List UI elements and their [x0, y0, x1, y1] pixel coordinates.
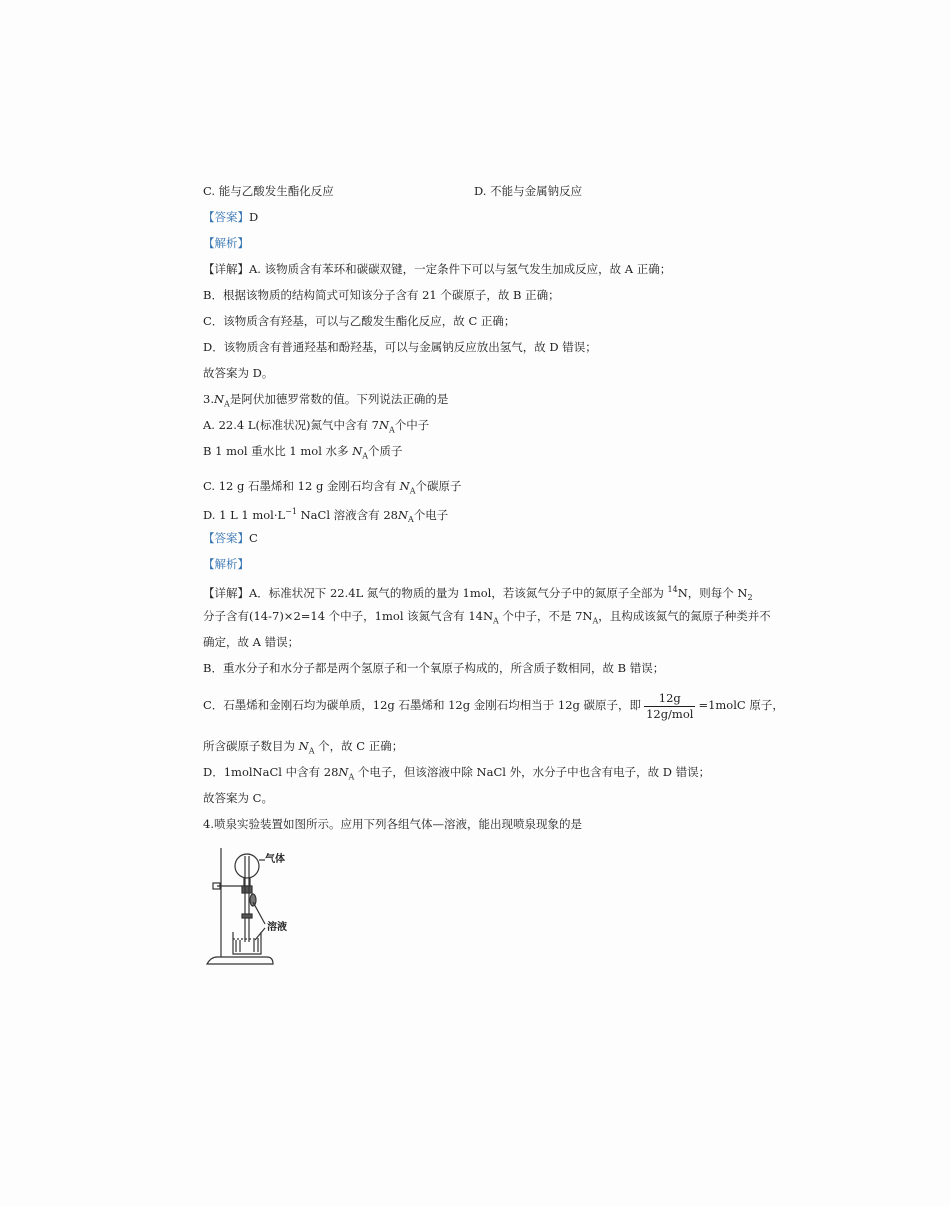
q3-option-c [203, 478, 461, 499]
q3-opt-a-tail: 个中子 [394, 418, 430, 432]
fountain-apparatus-drawing [203, 844, 313, 970]
na-subscript: A [493, 616, 499, 626]
q3-opt-d-mid: NaCl 溶液含有 28 [296, 507, 398, 522]
q4-stem: 4.喷泉实验装置如图所示。应用下列各组气体—溶液，能出现喷泉现象的是 [203, 817, 582, 831]
q3-stem [203, 391, 448, 412]
q3-dc2-text: 所含碳原子数目为 [203, 739, 299, 753]
na-subscript: A [362, 451, 369, 461]
q2-detail-d: D．该物质含有普通羟基和酚羟基，可以与金属钠反应放出氢气，故 D 错误； [203, 340, 597, 354]
q3-opt-b-tail: 个质子 [368, 444, 403, 458]
q3-da2-tail: ，且构成该氮气的氮原子种类并不 [598, 609, 771, 623]
q2-conclusion: 故答案为 D。 [203, 366, 274, 380]
detail-tag: 【详解】 [203, 262, 249, 276]
q3-detail-a-line2 [203, 608, 771, 629]
q3-detail-d [203, 764, 710, 785]
na-symbol: N [298, 739, 309, 753]
fraction [644, 691, 695, 722]
na-subscript: A [308, 746, 315, 756]
q3-detail-c-line2 [203, 738, 403, 759]
na-subscript: A [409, 486, 416, 496]
na-subscript: A [408, 515, 414, 525]
q3-detail-a-line3: 确定，故 A 错误； [203, 635, 300, 649]
fountain-apparatus-figure [203, 844, 313, 970]
q3-answer: C [249, 531, 258, 545]
na-subscript: A [224, 399, 230, 409]
solution-label: 溶液 [267, 922, 287, 933]
q3-opt-b-text: B 1 mol 重水比 1 mol 水多 [203, 444, 353, 458]
q3-opt-d-tail: 个电子 [413, 507, 449, 522]
n2-subscript: 2 [747, 593, 753, 603]
q3-option-a [203, 417, 429, 438]
q3-analysis-tag: 【解析】 [203, 557, 249, 571]
q3-opt-d-text: D. 1 L 1 mol·L [203, 507, 286, 522]
q3-dc1-text: C．石墨烯和金刚石均为碳单质，12g 石墨烯和 12g 金刚石均相当于 12g 碳原子，即 [203, 698, 642, 712]
q3-opt-a-text: A. 22.4 L(标准状况)氮气中含有 7 [203, 418, 379, 432]
q3-conclusion: 故答案为 C。 [203, 791, 273, 805]
q2-detail-b: B．根据该物质的结构简式可知该分子含有 21 个碳原子，故 B 正确； [203, 288, 560, 302]
q3-option-d [203, 504, 448, 528]
na-subscript: A [592, 616, 599, 626]
na-symbol: N [399, 479, 410, 493]
q3-da1-text: A．标准状况下 22.4L 氮气的物质的量为 1mol，若该氮气分子中的氮原子全部为 [249, 585, 668, 600]
q3-option-b [203, 443, 403, 464]
q3-opt-c-tail: 个碳原子 [415, 479, 462, 493]
q2-option-d: D. 不能与金属钠反应 [474, 184, 583, 198]
isotope-mass: 14 [667, 585, 678, 594]
q2-detail-c: C．该物质含有羟基，可以与乙酸发生酯化反应，故 C 正确； [203, 314, 516, 328]
q3-dc2-tail: 个，故 C 正确； [314, 739, 404, 753]
q3-dc1-tail: =1molC 原子， [698, 698, 784, 712]
fraction-denominator: 12g/mol [646, 706, 694, 721]
exponent: −1 [285, 507, 297, 516]
q2-detail-a [203, 261, 671, 277]
q2-answer-line [203, 209, 258, 225]
q3-da2-mid: 个中子，不是 7N [498, 609, 593, 623]
na-subscript: A [348, 772, 355, 782]
fraction-numerator: 12g [644, 691, 695, 707]
q3-answer-line [203, 530, 258, 546]
answer-tag: 【答案】 [203, 210, 249, 224]
q2-answer: D [249, 210, 259, 224]
q3-dd-tail: 个电子，但该溶液中除 NaCl 外，水分子中也含有电子，故 D 错误； [354, 765, 711, 779]
q3-detail-a-line1 [203, 582, 753, 606]
na-symbol: N [397, 507, 409, 522]
q3-dd-text: D．1molNaCl 中含有 28 [203, 765, 339, 779]
q3-number: 3. [203, 392, 214, 406]
q3-opt-c-text: C. 12 g 石墨烯和 12 g 金刚石均含有 [203, 479, 400, 493]
q3-detail-b: B．重水分子和水分子都是两个氢原子和一个氧原子构成的，所含质子数相同，故 B 错误； [203, 661, 665, 675]
na-symbol: N [338, 765, 349, 779]
q3-da2-text: 分子含有(14-7)×2=14 个中子，1mol 该氮气含有 14N [203, 609, 494, 623]
q3-detail-c-line1 [203, 688, 784, 722]
q3-da1-tail: N，则每个 N [677, 585, 748, 600]
q2-detail-a-text: A. 该物质含有苯环和碳碳双键，一定条件下可以与氢气发生加成反应，故 A 正确； [249, 262, 672, 276]
q3-stem-text: 是阿伏加德罗常数的值。下列说法正确的是 [229, 392, 449, 406]
na-symbol: N [352, 444, 363, 458]
gas-label: 气体 [265, 854, 285, 865]
na-symbol: N [213, 392, 225, 406]
q2-analysis-tag: 【解析】 [203, 236, 249, 250]
na-symbol: N [378, 418, 390, 432]
answer-tag: 【答案】 [203, 531, 249, 545]
q2-option-c: C. 能与乙酸发生酯化反应 [203, 184, 334, 198]
na-subscript: A [389, 425, 395, 435]
detail-tag: 【详解】 [203, 585, 249, 600]
